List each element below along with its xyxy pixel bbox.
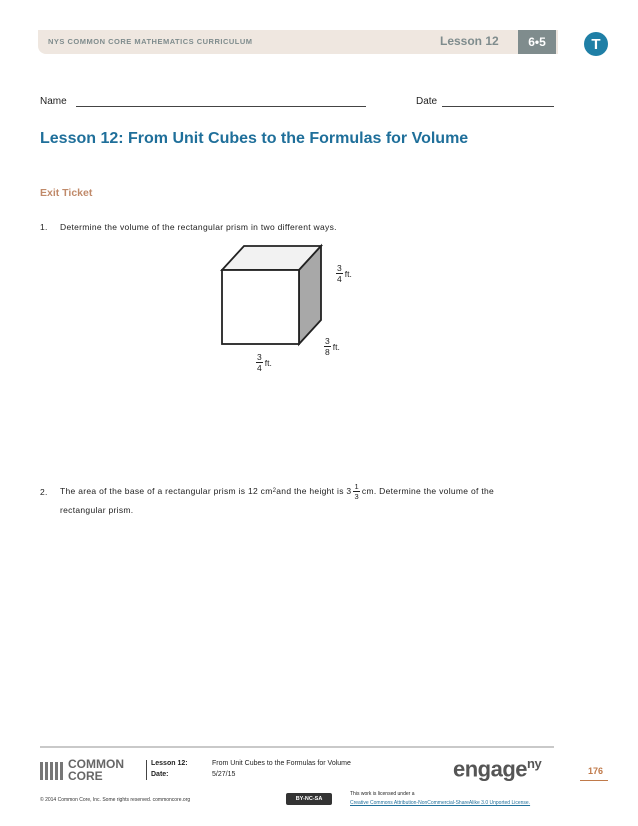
license-text: This work is licensed under a [350,791,415,797]
question-2-number: 2. [40,487,48,497]
width-fraction [256,352,263,373]
depth-fraction [324,336,331,357]
name-field[interactable] [76,106,366,107]
question-2-line1 [60,476,494,506]
common-core-logo-text [68,758,124,782]
footer-separator [146,760,147,780]
question-2-exponent: 2 [272,488,277,494]
height-fraction [336,263,343,284]
copyright-text: © 2014 Common Core, Inc. Some rights reserved. commoncore.org [40,797,191,803]
width-denominator: 4 [257,363,262,373]
height-numerator: 3 [337,263,342,273]
common-core-logo-icon [40,760,66,780]
question-2-text-b: and the height is 3 [276,486,352,496]
page-number-underline [580,780,608,781]
license-link[interactable]: Creative Commons Attribution-NonCommercial-ShareAlike 3.0 Unported License. [350,800,531,806]
prism-front-face [222,270,299,344]
engageny-logo [453,756,541,782]
lesson-label: Lesson 12 [440,34,499,48]
page-number: 176 [588,766,604,776]
logo-line-1: COMMON [68,757,124,771]
depth-numerator: 3 [325,336,330,346]
question-2-frac-den: 3 [354,491,359,501]
question-1-number: 1. [40,222,48,232]
question-2-text-a: The area of the base of a rectangular prism is 12 cm [60,486,273,496]
engage-text: engage [453,756,528,782]
width-unit: ft. [264,357,272,368]
width-numerator: 3 [257,352,262,362]
footer-lesson-value: From Unit Cubes to the Formulas for Volume [212,760,351,767]
height-denominator: 4 [337,274,342,284]
question-2-text-c: cm. Determine the volume of the [361,486,495,496]
height-label [336,263,352,284]
depth-label [324,336,340,357]
depth-denominator: 8 [325,347,330,357]
ny-text: ny [527,756,542,771]
question-2-frac-num: 1 [354,481,359,491]
width-label [256,352,272,373]
depth-unit: ft. [332,341,340,352]
question-2-line2: rectangular prism. [60,505,134,515]
footer-divider [40,746,554,748]
name-label: Name [40,96,67,107]
curriculum-label: NYS COMMON CORE MATHEMATICS CURRICULUM [48,37,253,46]
logo-line-2: CORE [68,769,103,783]
page-title: Lesson 12: From Unit Cubes to the Formulas for Volume [40,130,469,147]
footer-date-value: 5/27/15 [212,771,236,778]
date-field[interactable] [442,106,554,107]
rectangular-prism-figure [218,240,328,350]
question-2-fraction [353,482,359,501]
cc-license-badge: BY-NC-SA [286,793,332,805]
question-1-text: Determine the volume of the rectangular prism in two different ways. [60,222,337,232]
footer-lesson-key: Lesson 12: [151,760,188,767]
section-heading: Exit Ticket [40,187,93,199]
height-unit: ft. [344,268,352,279]
footer-date-key: Date: [151,771,169,778]
date-label: Date [416,96,438,107]
grade-module-label: 6•5 [518,30,556,54]
teacher-badge: T [584,32,608,56]
